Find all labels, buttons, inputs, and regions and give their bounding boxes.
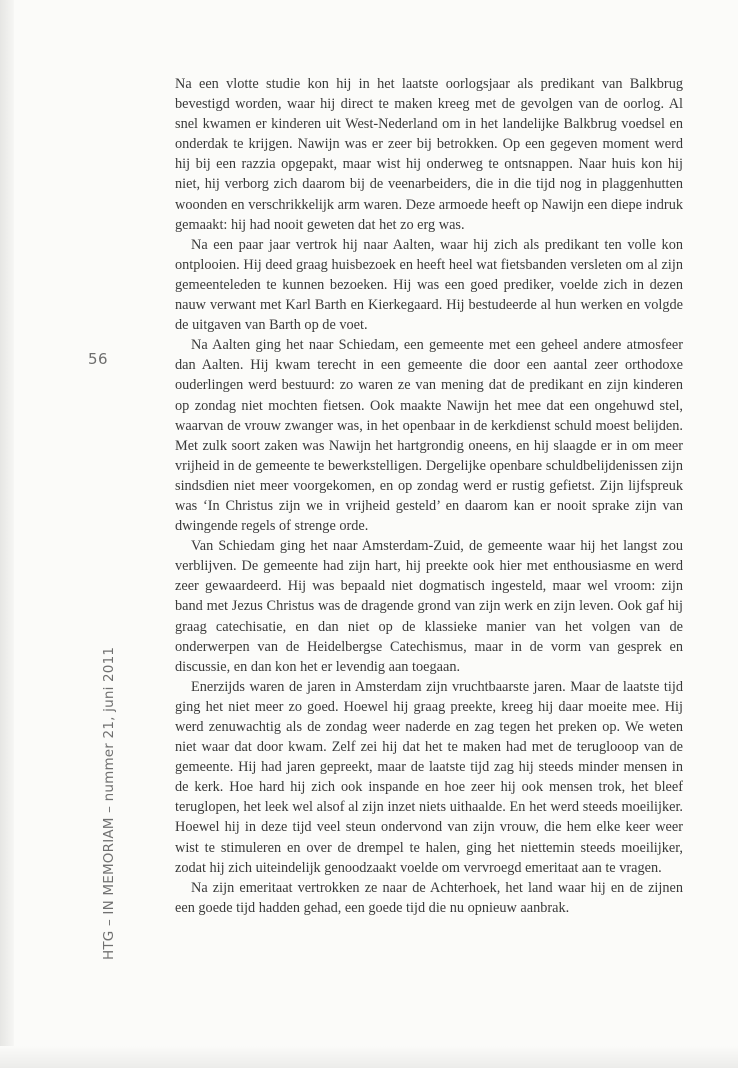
running-footer: HTG – IN MEMORIAM – nummer 21, juni 2011 bbox=[101, 646, 117, 960]
paragraph-amsterdam-zuid: Van Schiedam ging het naar Amsterdam-Zuid, de gemeente waar hij het langst zou verblijven. De gemeente had zijn hart, hij preekte ook hier met enthousiasme en werd zeer gewaardeerd. Hij was bepaald niet dogmatisch ingesteld, maar wel vroom: zijn band met Jezus Christus was de dragende grond van zijn werk en zijn leven. Ook gaf hij graag catechisatie, en dan niet op de klassieke manier van het volgen van de onderwerpen van de Heidelbergse Catechismus, maar in de vorm van gesprek en discussie, en dan kon het er levendig aan toegaan. bbox=[175, 538, 683, 675]
paragraph-balkbrug: Na een vlotte studie kon hij in het laatste oorlogsjaar als predikant van Balkbrug bevestigd worden, waar hij direct te maken kreeg met de gevolgen van de oorlog. Al snel kwamen er kinderen uit West-Nederland om in het landelijke Balkbrug voedsel en onderdak te krijgen. Nawijn was er zeer bij betrokken. Op een gegeven moment werd hij bij een razzia opgepakt, maar wist hij onderweg te ontsnappen. Naar huis kon hij niet, hij verborg zich daarom bij de veenarbeiders, die in die tijd nog in plaggenhutten woonden en verschrikkelijk arm waren. Deze armoede heeft op Nawijn een diepe indruk gemaakt: hij had nooit geweten dat het zo erg was. bbox=[175, 76, 683, 233]
paragraph-schiedam: Na Aalten ging het naar Schiedam, een gemeente met een geheel andere atmosfeer dan Aalten. Hij kwam terecht in een gemeente die door een aantal zeer orthodoxe ouderlingen werd bestuurd: zo waren ze van mening dat de predikant en zijn kinderen op zondag niet mochten fietsen. Ook maakte Nawijn het mee dat een ongehuwd stel, waarvan de vrouw zwanger was, in het openbaar in de kerkdienst schuld moest belijden. Met zulk soort zaken was Nawijn het hartgrondig oneens, en hij slaagde er in om meer vrijheid in de gemeente te bewerkstelligen. Dergelijke openbare schuldbelijdenissen zijn sindsdien niet meer voorgekomen, en op zondag werd er rustig gefietst. Zijn lijfspreuk was ‘In Christus zijn we in vrijheid gesteld’ en daarom kan er nooit sprake zijn van dwingende regels of strenge orde. bbox=[175, 337, 683, 535]
page-bottom-edge bbox=[0, 1046, 738, 1068]
page-number: 56 bbox=[88, 350, 109, 368]
paragraph-achterhoek: Na zijn emeritaat vertrokken ze naar de Achterhoek, het land waar hij en de zijnen een goede tijd hadden gehad, een goede tijd die nu opnieuw aanbrak. bbox=[175, 879, 683, 916]
article-body bbox=[175, 74, 683, 918]
paragraph-amsterdam-years: Enerzijds waren de jaren in Amsterdam zijn vruchtbaarste jaren. Maar de laatste tijd ging het niet meer zo goed. Hoewel hij graag preekte, kreeg hij daar moeite mee. Hij werd zenuwachtig als de zondag weer naderde en zag tegen het preken op. We weten niet waar dat door kwam. Zelf zei hij dat het te maken had met de teruglooop van de gemeente. Hij had jaren gepreekt, maar de laatste tijd zag hij steeds minder mensen in de kerk. Hoe hard hij zich ook inspande en hoe zeer hij ook mensen trok, het bleef teruglopen, het leek wel alsof al zijn inzet niets uithaalde. En het werd steeds moeilijker. Hoewel hij in deze tijd veel steun ondervond van zijn vrouw, die hem elke keer weer wist te stimuleren en over de drempel te halen, ging het niettemin steeds moeilijker, zodat hij zich uiteindelijk genoodzaakt voelde om vervroegd emeritaat aan te vragen. bbox=[175, 678, 683, 876]
paragraph-aalten: Na een paar jaar vertrok hij naar Aalten, waar hij zich als predikant ten volle kon ontplooien. Hij deed graag huisbezoek en heeft heel wat fietsbanden versleten om al zijn gemeenteleden te kunnen bezoeken. Hij was een goed prediker, voelde zich in dezen nauw verwant met Karl Barth en Kierkegaard. Hij bestudeerde al hun werken en volgde de uitgaven van Barth op de voet. bbox=[175, 236, 683, 334]
page-left-edge bbox=[0, 0, 14, 1068]
